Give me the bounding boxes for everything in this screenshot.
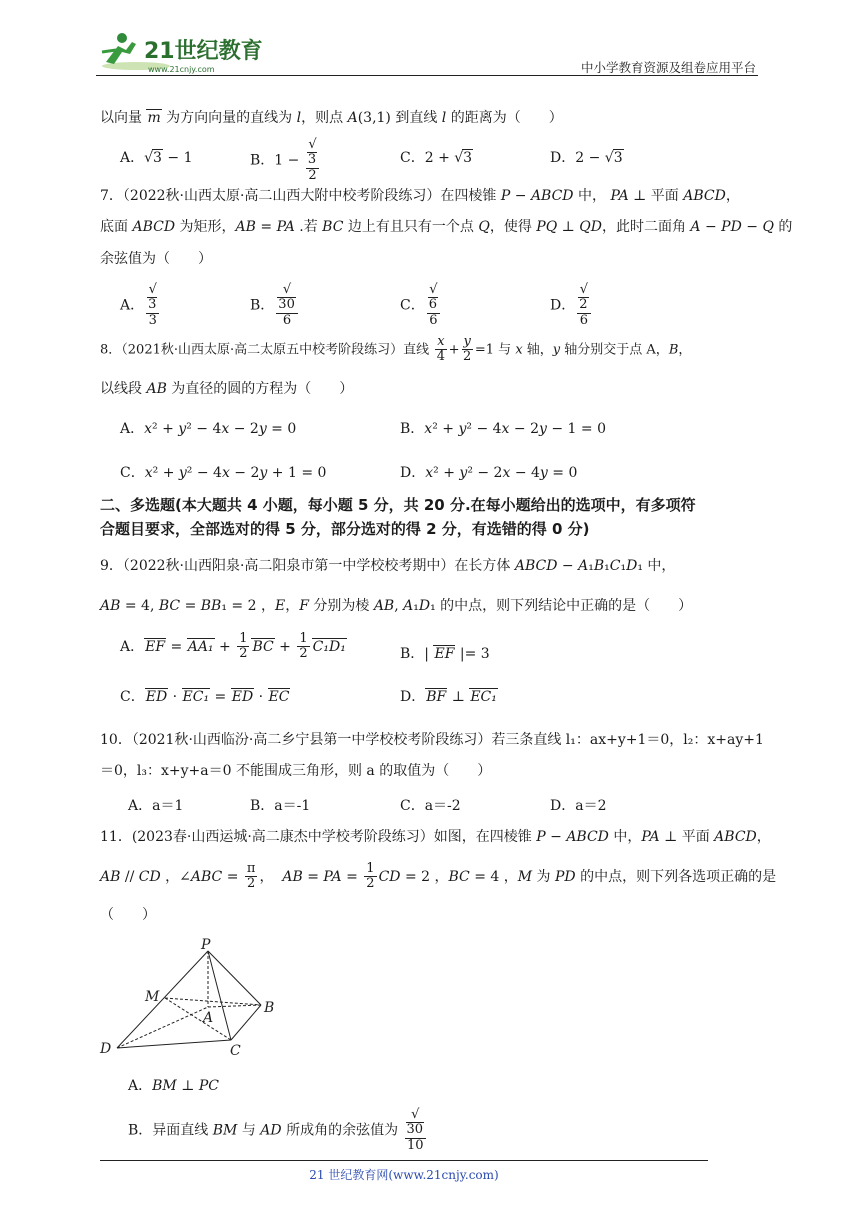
- q6-option-c: C．2 + √3: [400, 150, 473, 166]
- q8-option-c: C．x² + y² − 4x − 2y + 1 = 0: [120, 465, 327, 481]
- q10-option-b: B．a＝-1: [250, 798, 311, 814]
- q11-line1: 11．(2023春·山西运城·高二康杰中学校考阶段练习）如图，在四棱锥 P − ABCD 中，PA ⊥ 平面 ABCD，: [100, 829, 771, 845]
- q6-option-a: A．√3 − 1: [120, 150, 193, 166]
- q8-line1: 8．（2021秋·山西太原·高二太原五中校考阶段练习）直线 $\frac{x}{4}$ + $\frac{y}{2}$ =1 与 x 轴，y 轴分别交于点 A，B，: [100, 334, 692, 365]
- platform-name: 中小学教育资源及组卷应用平台: [580, 60, 756, 75]
- q7-line1: 7．（2022秋·山西太原·高二山西大附中校考阶段练习）在四棱锥 P − ABCD 中， PA ⊥ 平面 ABCD，: [100, 188, 740, 204]
- q10-line2: ＝0，l₃：x+y+a＝0 不能围成三角形，则 a 的取值为（ ）: [100, 763, 492, 779]
- section2-title-line2: 合题目要求，全部选对的得 5 分，部分选对的得 2 分，有选错的得 0 分): [100, 520, 590, 538]
- q7-option-d: D． √ 2 6: [550, 283, 593, 328]
- svg-text:www.21cnjy.com: www.21cnjy.com: [148, 65, 215, 74]
- q8-option-d: D．x² + y² − 2x − 4y = 0: [400, 465, 578, 481]
- q7-option-b: B． √ 30 6: [250, 283, 300, 328]
- q10-line1: 10．（2021秋·山西临汾·高二乡宁县第一中学校校考阶段练习）若三条直线 l₁：ax+y+1＝0，l₂：x+ay+1: [100, 732, 764, 748]
- pyramid-figure: [95, 935, 285, 1060]
- site-logo: [96, 28, 271, 76]
- q7-option-c: C． √ 6 6: [400, 283, 442, 328]
- section2-title-line1: 二、多选题(本大题共 4 小题，每小题 5 分，共 20 分.在每小题给出的选项中，有多项符: [100, 496, 696, 514]
- q11-line2: AB // CD ，∠ABC = $\frac{\pi}{2}$ ， AB = PA = $\frac{1}{2}$ CD = 2 ，BC = 4 ，M 为 PD 的中点，则下列各选项正确的是: [100, 861, 777, 892]
- q10-option-c: C．a＝-2: [400, 798, 461, 814]
- header-divider: [96, 75, 758, 76]
- q10-option-d: D．a＝2: [550, 798, 607, 814]
- q9-line1: 9．（2022秋·山西阳泉·高二阳泉市第一中学校校考期中）在长方体 ABCD − A₁B₁C₁D₁ 中，: [100, 558, 676, 574]
- figure-label-m: M: [145, 989, 160, 1005]
- q9-option-d: D．BF ⊥ EC₁: [400, 689, 497, 705]
- q11-line3: （ ）: [100, 907, 156, 923]
- figure-label-a: A: [203, 1010, 214, 1026]
- q6-stem: 以向量 m 为方向向量的直线为 l，则点 A(3,1) 到直线 l 的距离为（ ）: [100, 110, 563, 126]
- q6-option-d: D．2 − √3: [550, 150, 623, 166]
- q8-option-b: B．x² + y² − 4x − 2y − 1 = 0: [400, 421, 606, 437]
- q7-line3: 余弦值为（ ）: [100, 251, 212, 267]
- q7-line2: 底面 ABCD 为矩形，AB = PA .若 BC 边上有且只有一个点 Q，使得 PQ ⊥ QD，此时二面角 A − PD − Q 的: [100, 219, 793, 235]
- q8-line2: 以线段 AB 为直径的圆的方程为（ ）: [100, 381, 354, 397]
- q11-option-b: B．异面直线 BM 与 AD 所成角的余弦值为 √ 30 10: [128, 1108, 428, 1153]
- svg-text:21世纪教育: 21世纪教育: [144, 39, 263, 64]
- figure-label-p: P: [201, 937, 211, 953]
- footer-divider: [100, 1160, 708, 1161]
- q8-option-a: A．x² + y² − 4x − 2y = 0: [120, 421, 297, 437]
- q9-line2: AB = 4, BC = BB₁ = 2 ，E，F 分别为棱 AB, A₁D₁ 的中点，则下列结论中正确的是（ ）: [100, 598, 693, 614]
- figure-label-d: D: [100, 1041, 112, 1057]
- q10-option-a: A．a＝1: [128, 798, 184, 814]
- q9-option-b: B．| EF |= 3: [400, 646, 490, 662]
- q6-option-b: B．1 − √ 3 2: [250, 138, 321, 183]
- figure-label-c: C: [230, 1043, 241, 1059]
- q7-option-a: A． √ 3 3: [120, 283, 161, 328]
- q11-option-a: A．BM ⊥ PC: [128, 1078, 219, 1094]
- figure-label-b: B: [264, 1000, 275, 1016]
- q9-option-a: A．EF = AA₁ + $\frac{1}{2}$ BC + $\frac{1}{2}$ C₁D₁: [120, 631, 346, 662]
- footer-text: 21 世纪教育网(www.21cnjy.com): [309, 1168, 499, 1182]
- q9-option-c: C．ED · EC₁ = ED · EC: [120, 689, 290, 705]
